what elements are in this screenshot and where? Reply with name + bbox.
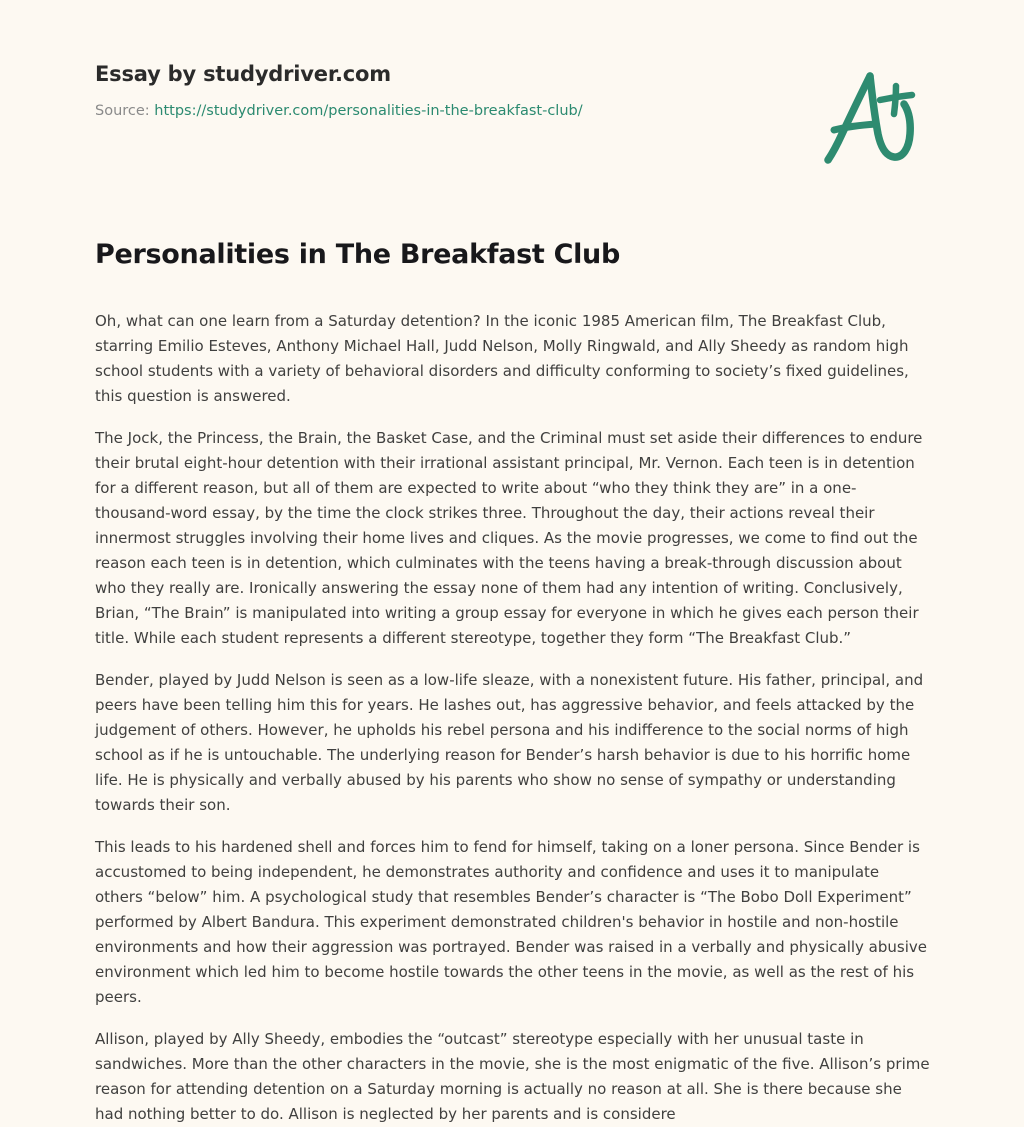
source-label: Source: xyxy=(95,103,150,120)
source-line xyxy=(95,102,735,121)
paragraph: This leads to his hardened shell and forces him to fend for himself, taking on a loner persona. Since Bender is accustomed to being independent, he demonstrates authority and confidence and uses it to manipulate others “below” him. A psychological study that resembles Bender’s character is “The Bobo Doll Experiment” performed by Albert Bandura. This experiment demonstrated children's behavior in hostile and non-hostile environments and how their aggression was portrayed. Bender was raised in a verbally and physically abusive environment which led him to become hostile towards the other teens in the movie, as well as the rest of his peers. xyxy=(95,837,927,1006)
a-plus-logo xyxy=(812,62,924,174)
brand-title: Essay by studydriver.com xyxy=(95,62,391,86)
a-plus-logo-icon xyxy=(812,62,924,174)
page-header xyxy=(0,0,1024,200)
paragraph: The Jock, the Princess, the Brain, the Basket Case, and the Criminal must set aside their differences to endure their brutal eight-hour detention with their irrational assistant principal, Mr. Vernon. Each teen is in detention for a different reason, but all of them are expected to write about “who they think they are” in a one-thousand-word essay, by the time the clock strikes three. Throughout the day, their actions reveal their innermost struggles involving their home lives and cliques. As the movie progresses, we come to find out the reason each teen is in detention, which culminates with the teens having a break-through discussion about who they really are. Ironically answering the essay none of them had any intention of writing. Conclusively, Brian, “The Brain” is manipulated into writing a group essay for everyone in which he gives each person their title. While each student represents a different stereotype, together they form “The Breakfast Club.” xyxy=(95,428,923,647)
page-title: Personalities in The Breakfast Club xyxy=(95,239,621,270)
brand-block xyxy=(95,62,735,121)
paragraph: Bender, played by Judd Nelson is seen as a low-life sleaze, with a nonexistent future. His father, principal, and peers have been telling him this for years. He lashes out, has aggressive behavior, and feels attacked by the judgement of others. However, he upholds his rebel persona and his indifference to the social norms of high school as if he is untouchable. The underlying reason for Bender’s harsh behavior is due to his horrific home life. He is physically and verbally abused by his parents who show no sense of sympathy or understanding towards their son. xyxy=(95,670,924,814)
paragraph: Oh, what can one learn from a Saturday detention? In the iconic 1985 American film, The Breakfast Club, starring Emilio Esteves, Anthony Michael Hall, Judd Nelson, Molly Ringwald, and Ally Sheedy as random high school students with a variety of behavioral disorders and difficulty conforming to society’s fixed guidelines, this question is answered. xyxy=(95,311,909,405)
source-url-link[interactable]: https://studydriver.com/personalities-in-the-breakfast-club/ xyxy=(154,103,583,120)
paragraph: Allison, played by Ally Sheedy, embodies the “outcast” stereotype especially with her unusual taste in sandwiches. More than the other characters in the movie, she is the most enigmatic of the five. Allison’s prime reason for attending detention on a Saturday morning is actually no reason at all. She is there because she had nothing better to do. Allison is neglected by her parents and is considere xyxy=(95,1029,930,1123)
article xyxy=(95,238,931,1127)
article-body xyxy=(95,309,931,1127)
